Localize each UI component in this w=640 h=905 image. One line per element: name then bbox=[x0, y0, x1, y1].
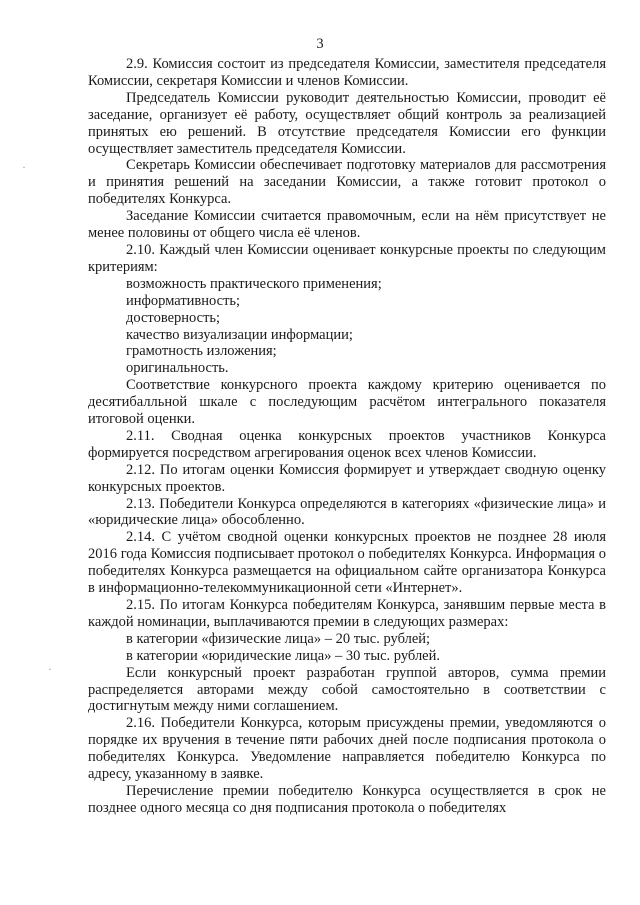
scan-speck: · bbox=[22, 160, 26, 174]
paragraph-secretary: Секретарь Комиссии обеспечивает подготовку материалов для рассмотрения и принятия решений на заседании Комиссии, а также готовит протокол о победителях Конкурса. bbox=[88, 157, 606, 208]
paragraph-payment: Перечисление премии победителю Конкурса осуществляется в срок не позднее одного месяца со дня подписания протокола о победителях bbox=[88, 782, 606, 816]
prize-item: в категории «юридические лица» – 30 тыс. рублей. bbox=[126, 647, 441, 664]
paragraph-group-authors: Если конкурсный проект разработан группой авторов, сумма премии распределяется авторами между собой самостоятельно в соответствии с достигнутым между ними соглашением. bbox=[88, 664, 606, 715]
prize-item: в категории «физические лица» – 20 тыс. рублей; bbox=[126, 630, 431, 647]
paragraph-chairman: Председатель Комиссии руководит деятельностью Комиссии, проводит её заседание, организует её работу, осуществляет общий контроль за реализацией принятых ею решений. В отсутствие председателя Комиссии его функции осуществляет заместитель председателя Комиссии. bbox=[88, 89, 606, 157]
criterion-item: качество визуализации информации; bbox=[126, 326, 353, 343]
paragraph-2-10: 2.10. Каждый член Комиссии оценивает конкурсные проекты по следующим критериям: bbox=[88, 241, 606, 275]
paragraph-scoring: Соответствие конкурсного проекта каждому критерию оценивается по десятибалльной шкале с последующим расчётом интегрального показателя итоговой оценки. bbox=[88, 377, 606, 428]
criterion-item: достоверность; bbox=[126, 309, 221, 326]
criterion-item: возможность практического применения; bbox=[126, 275, 382, 292]
criterion-item: грамотность изложения; bbox=[126, 343, 277, 360]
paragraph-2-16: 2.16. Победители Конкурса, которым присуждены премии, уведомляются о порядке их вручения в течение пяти рабочих дней после подписания протокола о победителях Конкурса. Уведомление направляется победителю Конкурса по адресу, указанному в заявке. bbox=[88, 715, 606, 783]
paragraph-2-15: 2.15. По итогам Конкурса победителям Конкурса, занявшим первые места в каждой номинации, выплачиваются премии в следующих размерах: bbox=[88, 597, 606, 630]
paragraph-2-12: 2.12. По итогам оценки Комиссия формирует и утверждает сводную оценку конкурсных проектов. bbox=[88, 461, 606, 495]
document-body bbox=[88, 56, 606, 817]
paragraph-2-14: 2.14. С учётом сводной оценки конкурсных проектов не позднее 28 июля 2016 года Комиссия подписывает протокол о победителях Конкурса. Информация о победителях Конкурса размещается на официальном сайте организатора Конкурса в информационно-телекоммуникационной сети «Интернет». bbox=[88, 529, 606, 597]
paragraph-2-13: 2.13. Победители Конкурса определяются в категориях «физические лица» и «юридические лица» обособленно. bbox=[88, 495, 606, 529]
scan-speck: · bbox=[48, 662, 52, 676]
paragraph-2-11: 2.11. Сводная оценка конкурсных проектов участников Конкурса формируется посредством агрегирования оценок всех членов Комиссии. bbox=[88, 427, 606, 461]
paragraph-quorum: Заседание Комиссии считается правомочным, если на нём присутствует не менее половины от общего числа её членов. bbox=[88, 208, 606, 242]
criterion-item: информативность; bbox=[126, 292, 241, 309]
criterion-item: оригинальность. bbox=[126, 360, 229, 377]
page-number: 3 bbox=[316, 36, 324, 52]
paragraph-2-9: 2.9. Комиссия состоит из председателя Комиссии, заместителя председателя Комиссии, секретаря Комиссии и членов Комиссии. bbox=[88, 56, 606, 89]
